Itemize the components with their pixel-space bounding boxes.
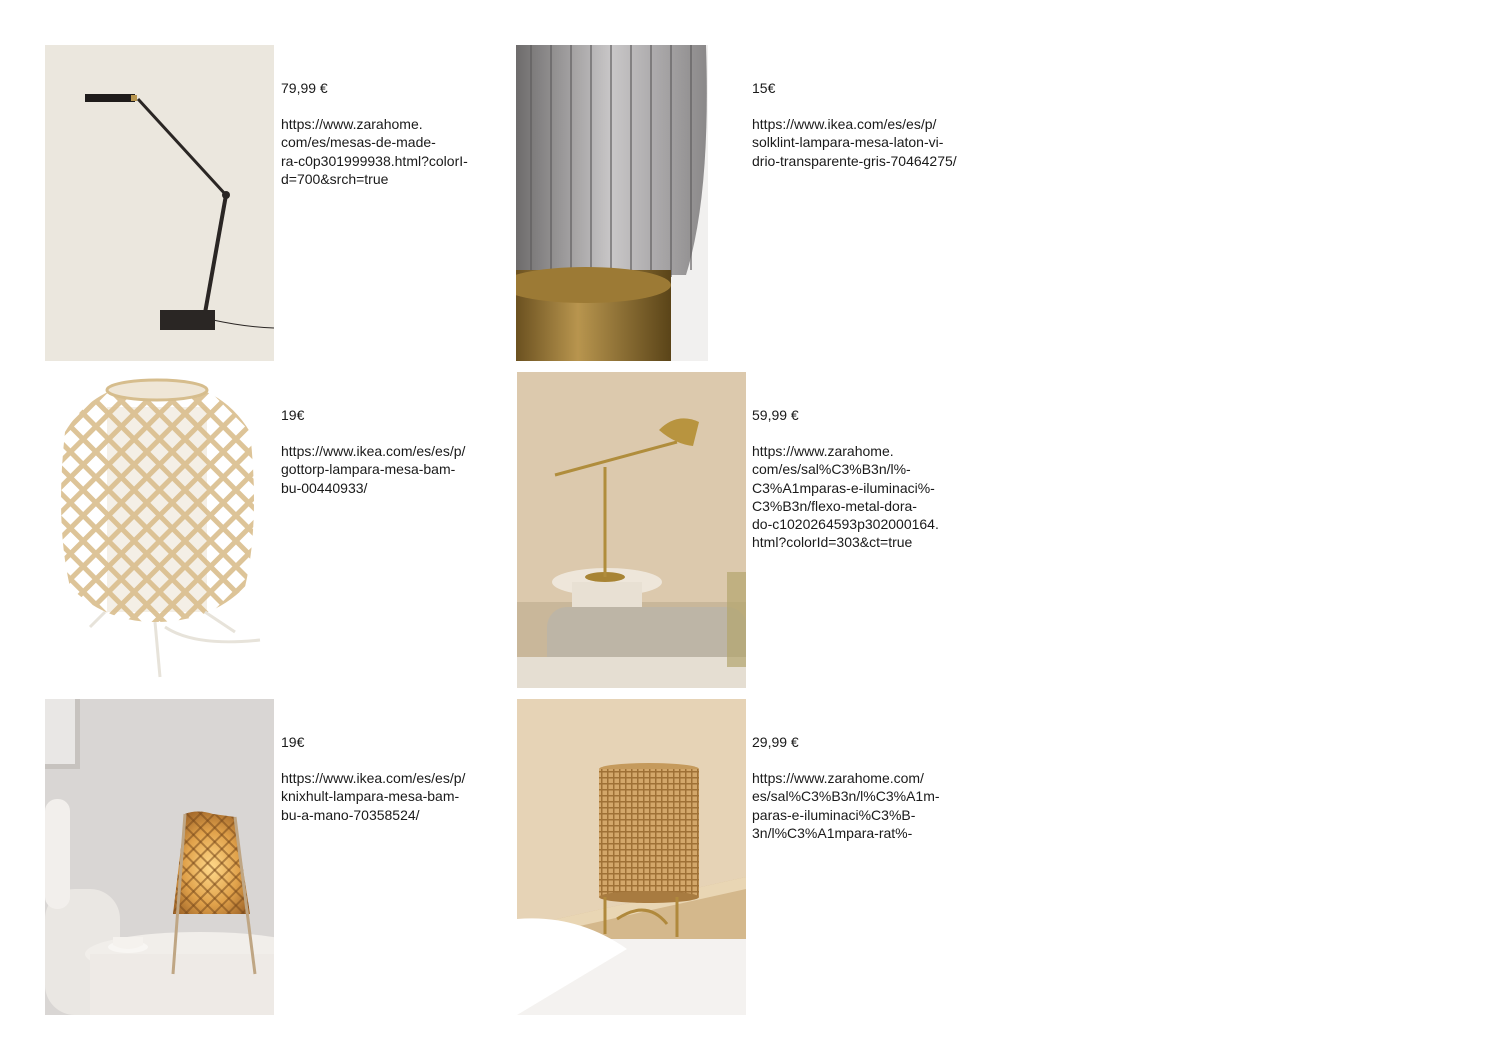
product-price: 79,99 € — [281, 80, 328, 96]
product-info — [752, 79, 992, 170]
product-price: 59,99 € — [752, 407, 799, 423]
product-price: 19€ — [281, 407, 305, 423]
product-info — [281, 406, 501, 497]
product-price: 15€ — [752, 80, 776, 96]
product-image-glass-lamp — [516, 45, 708, 361]
product-image-rattan-lamp — [517, 699, 746, 1015]
product-image-lit-bamboo-lamp — [45, 699, 274, 1015]
product-image-desk-lamp — [45, 45, 274, 361]
product-price: 19€ — [281, 734, 305, 750]
product-price: 29,99 € — [752, 734, 799, 750]
product-info — [752, 733, 972, 842]
product-link[interactable]: https://www.ikea.com/es/es/p/ knixhult-lampara-mesa-bam- bu-a-mano-70358524/ — [281, 770, 466, 823]
product-link[interactable]: https://www.zarahome. com/es/sal%C3%B3n/l%- C3%A1mparas-e-iluminaci%- C3%B3n/flexo-metal-dora- do-c1020264593p302000164. html?colorId=303&ct=true — [752, 443, 939, 551]
product-info — [752, 406, 972, 551]
product-image-bamboo-lamp — [45, 372, 274, 688]
product-link[interactable]: https://www.zarahome. com/es/mesas-de-made- ra-c0p301999938.html?colorI- d=700&srch=true — [281, 116, 468, 187]
product-info — [281, 733, 501, 824]
product-image-gold-desk-lamp — [517, 372, 746, 688]
product-link[interactable]: https://www.zarahome.com/ es/sal%C3%B3n/l%C3%A1m- paras-e-iluminaci%C3%B- 3n/l%C3%A1mpara-rat%- — [752, 770, 940, 841]
product-link[interactable]: https://www.ikea.com/es/es/p/ gottorp-lampara-mesa-bam- bu-00440933/ — [281, 443, 466, 496]
product-link[interactable]: https://www.ikea.com/es/es/p/ solklint-lampara-mesa-laton-vi- drio-transparente-gris-70464275/ — [752, 116, 957, 169]
product-info — [281, 79, 501, 188]
